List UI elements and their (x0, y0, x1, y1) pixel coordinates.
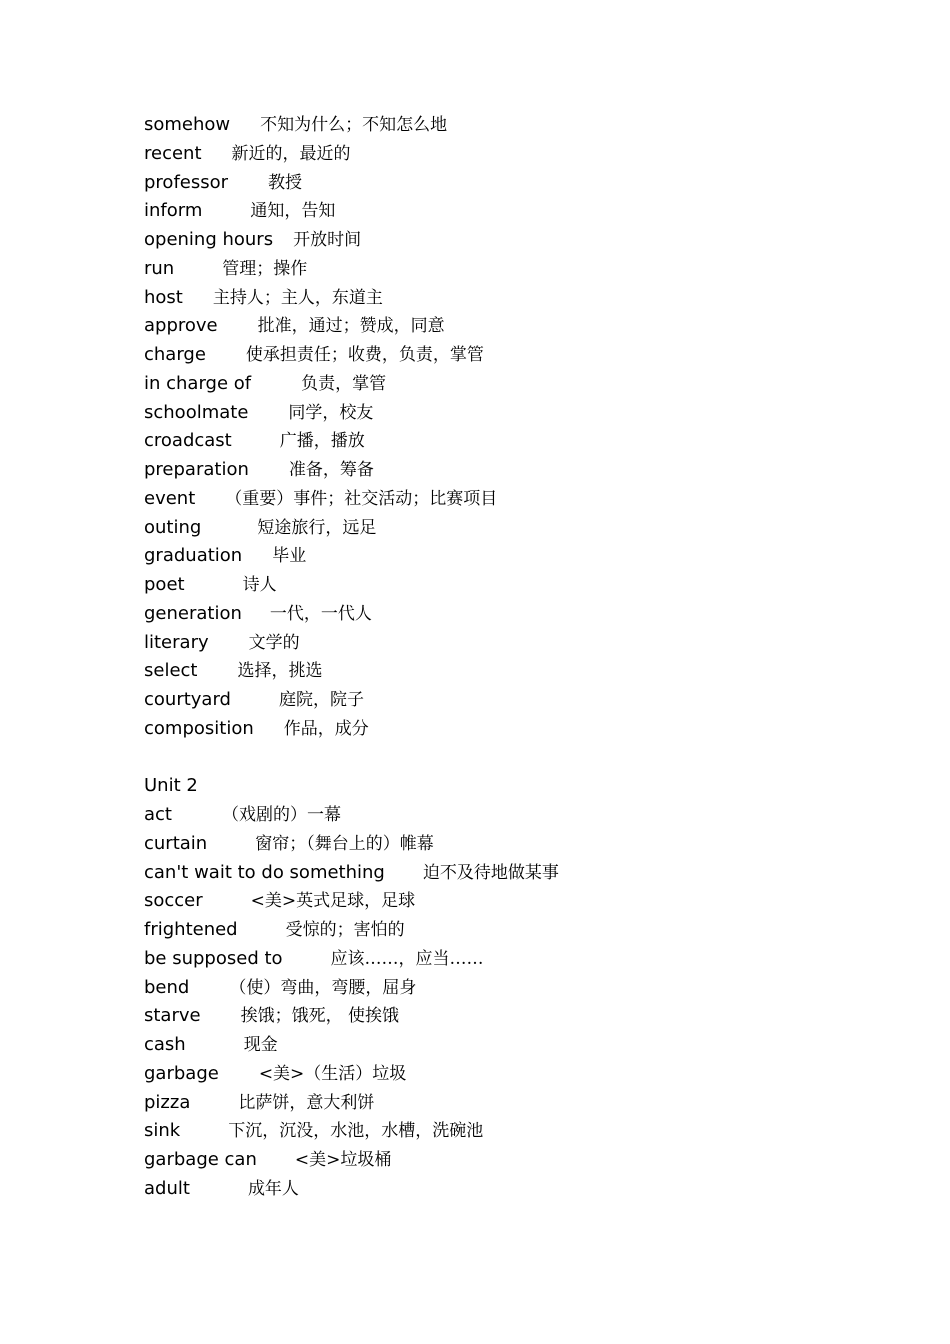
unit1-vocabulary-list (144, 111, 844, 744)
vocab-entry (144, 1089, 844, 1118)
vocab-entry (144, 1060, 844, 1089)
vocab-definition: <美>英式足球，足球 (250, 891, 416, 912)
vocab-entry (144, 1031, 844, 1060)
vocab-entry (144, 974, 844, 1003)
vocab-word: adult (144, 1177, 190, 1199)
vocab-definition: （重要）事件；社交活动；比赛项目 (225, 488, 498, 509)
vocab-word: approve (144, 315, 218, 337)
vocab-entry (144, 1002, 844, 1031)
vocab-entry (144, 111, 844, 140)
vocab-definition: 窗帘；（舞台上的）帷幕 (255, 833, 434, 854)
vocab-word: in charge of (144, 372, 252, 394)
vocab-entry (144, 686, 844, 715)
vocab-entry (144, 657, 844, 686)
vocab-definition: 作品，成分 (283, 718, 369, 739)
vocab-entry (144, 370, 844, 399)
vocab-definition: 开放时间 (293, 230, 362, 250)
unit2-vocabulary-list (144, 801, 844, 1204)
vocab-word: can't wait to do something (144, 861, 385, 883)
vocab-definition: 同学，校友 (288, 402, 374, 423)
vocab-word: sink (144, 1120, 181, 1142)
vocab-definition: （戏剧的）一幕 (221, 805, 341, 825)
vocab-definition: 诗人 (242, 575, 277, 595)
vocab-definition: 教授 (268, 172, 303, 193)
vocab-word: run (144, 257, 175, 279)
vocab-definition: 下沉，沉没，水池，水槽，洗碗池 (228, 1121, 484, 1142)
vocab-definition: 比萨饼，意大利饼 (238, 1092, 375, 1113)
vocab-entry (144, 600, 844, 629)
vocab-word: frightened (144, 919, 238, 940)
vocab-word: professor (144, 171, 229, 193)
vocab-definition: 庭院，院子 (278, 690, 364, 710)
vocab-entry (144, 715, 844, 744)
vocab-entry (144, 485, 844, 514)
vocab-word: be supposed to (144, 947, 283, 969)
vocab-entry (144, 1175, 844, 1204)
vocab-definition: 挨饿；饿死， 使挨饿 (240, 1006, 399, 1027)
vocab-definition: 负责，掌管 (301, 373, 387, 394)
vocab-entry (144, 542, 844, 571)
vocab-definition: 主持人；主人，东道主 (212, 287, 383, 308)
vocab-word: composition (144, 717, 254, 739)
vocab-definition: 管理；操作 (222, 258, 308, 279)
vocab-entry (144, 255, 844, 284)
vocab-entry (144, 629, 844, 658)
vocab-word: select (144, 660, 198, 682)
vocab-entry (144, 801, 844, 830)
vocab-word: schoolmate (144, 401, 249, 423)
vocab-word: courtyard (144, 689, 231, 710)
vocab-word: literary (144, 631, 209, 653)
vocab-entry (144, 197, 844, 226)
vocab-definition: 迫不及待地做某事 (422, 862, 559, 883)
vocab-word: inform (144, 200, 203, 222)
vocab-definition: 新近的，最近的 (231, 143, 351, 164)
vocab-definition: 通知，告知 (250, 201, 336, 222)
vocab-word: generation (144, 602, 242, 624)
vocab-entry (144, 341, 844, 370)
unit2-heading: Unit 2 (144, 775, 198, 797)
section-spacer (144, 744, 844, 773)
vocab-word: soccer (144, 890, 203, 912)
vocab-definition: <美>垃圾桶 (294, 1150, 392, 1170)
vocab-definition: 现金 (243, 1035, 278, 1055)
vocab-word: event (144, 487, 196, 509)
vocab-word: poet (144, 574, 185, 595)
vocab-word: bend (144, 976, 190, 998)
vocab-entry (144, 1146, 844, 1175)
vocab-definition: 一代，一代人 (269, 603, 372, 624)
vocab-definition: 短途旅行，远足 (257, 517, 377, 538)
vocab-definition: 选择，挑选 (237, 661, 323, 682)
vocab-entry (144, 859, 844, 888)
vocab-definition: 准备，筹备 (288, 460, 374, 480)
vocab-definition: 应该……，应当…… (330, 948, 484, 969)
vocab-word: host (144, 286, 183, 308)
vocab-entry (144, 887, 844, 916)
vocab-definition: （使）弯曲，弯腰，屈身 (229, 977, 417, 998)
vocab-entry (144, 945, 844, 974)
vocab-word: pizza (144, 1091, 191, 1113)
vocab-word: graduation (144, 545, 243, 567)
vocab-definition: 使承担责任；收费，负责，掌管 (245, 345, 484, 365)
vocab-entry (144, 916, 844, 945)
vocab-word: opening hours (144, 229, 274, 250)
vocab-entry (144, 399, 844, 428)
vocab-word: croadcast (144, 430, 232, 452)
vocab-word: recent (144, 142, 202, 164)
vocab-definition: 文学的 (248, 632, 300, 653)
vocab-word: cash (144, 1034, 186, 1055)
vocab-entry (144, 169, 844, 198)
vocab-word: starve (144, 1005, 201, 1027)
vocab-definition: 广播，播放 (279, 431, 365, 452)
vocab-entry (144, 284, 844, 313)
vocab-entry (144, 140, 844, 169)
vocab-definition: <美>（生活）垃圾 (258, 1063, 407, 1084)
vocab-word: preparation (144, 459, 249, 480)
vocab-entry (144, 830, 844, 859)
document-page (144, 111, 844, 1204)
vocab-definition: 受惊的；害怕的 (285, 920, 405, 940)
vocab-entry (144, 427, 844, 456)
vocab-word: somehow (144, 114, 231, 135)
vocab-entry (144, 312, 844, 341)
vocab-word: garbage can (144, 1149, 257, 1170)
vocab-word: charge (144, 344, 206, 365)
vocab-entry (144, 514, 844, 543)
vocab-entry (144, 226, 844, 255)
vocab-definition: 不知为什么；不知怎么地 (260, 115, 448, 135)
vocab-word: outing (144, 516, 202, 538)
vocab-word: act (144, 804, 172, 825)
vocab-entry (144, 571, 844, 600)
vocab-entry (144, 1117, 844, 1146)
vocab-entry (144, 456, 844, 485)
vocab-word: garbage (144, 1062, 219, 1084)
vocab-word: curtain (144, 832, 208, 854)
vocab-definition: 批准，通过；赞成，同意 (257, 316, 445, 337)
vocab-definition: 成年人 (247, 1178, 299, 1199)
vocab-definition: 毕业 (272, 546, 307, 567)
